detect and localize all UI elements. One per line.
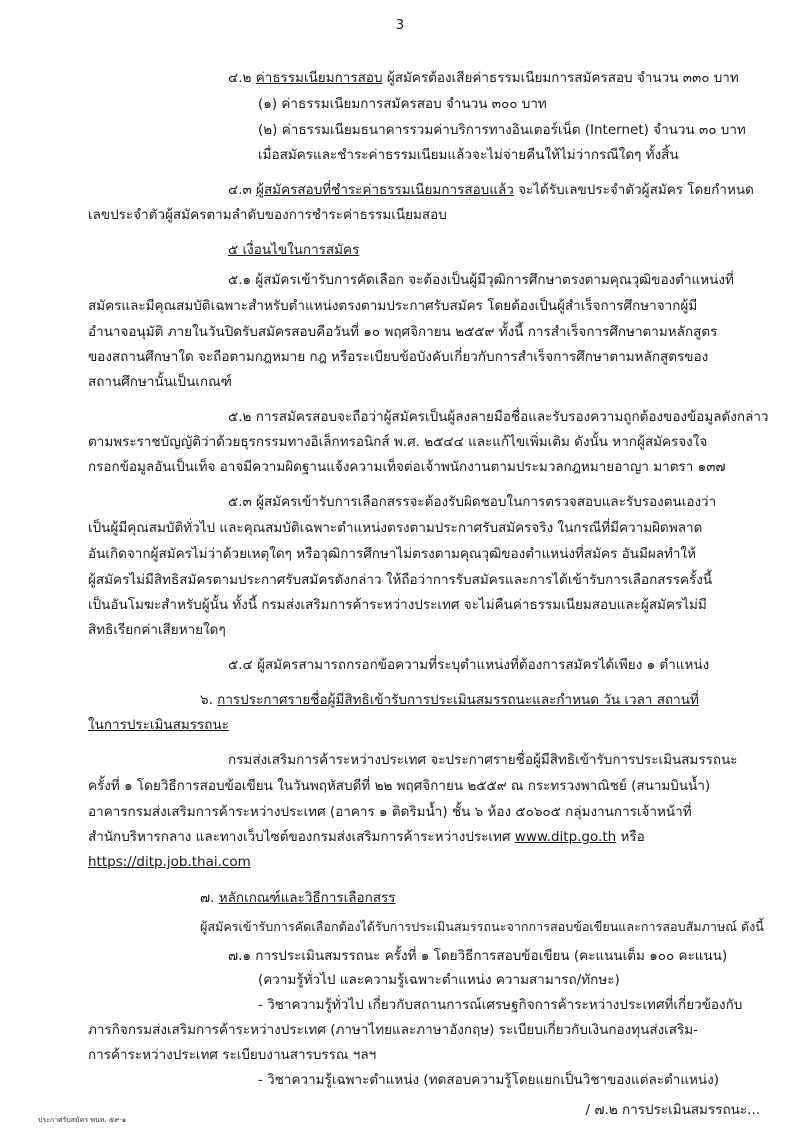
section-5-3-line-1: ๕.๓ ผู้สมัครเข้ารับการเลือกสรรจะต้องรับผิดชอบในการตรวจสอบและรับรองตนเองว่า	[228, 494, 717, 510]
section-6-heading-line-2: ในการประเมินสมรรถนะ	[88, 717, 229, 733]
section-6-line-2: ครั้งที่ ๑ โดยวิธีการสอบข้อเขียน ในวันพฤหัสบดีที่ ๒๒ พฤศจิกายน ๒๕๕๙ ณ กระทรวงพาณิชย์ (สนามบินน้ำ)	[88, 778, 711, 794]
section-7-intro: ผู้สมัครเข้ารับการคัดเลือกต้องได้รับการประเมินสมรรถนะจากการสอบข้อเขียนและการสอบสัมภาษณ์ ดังนี้	[200, 919, 764, 934]
section-4-3-line-2: เลขประจำตัวผู้สมัครตามลำดับของการชำระค่าธรรมเนียมสอบ	[88, 207, 447, 223]
section-5-1-line-2: สมัครและมีคุณสมบัติเฉพาะสำหรับตำแหน่งตรงตามประกาศรับสมัคร โดยต้องเป็นผู้สำเร็จการศึกษาจากผู้มี	[88, 298, 698, 314]
section-4-2-line-2: (๑) ค่าธรรมเนียมการสมัครสอบ จำนวน ๓๐๐ บาท	[258, 96, 547, 112]
section-6-line-5	[88, 852, 251, 872]
section-5-2-line-2: ตามพระราชบัญญัติว่าด้วยธุรกรรมทางอิเล็กทรอนิกส์ พ.ศ. ๒๕๔๔ และแก้ไขเพิ่มเติม ดังนั้น หากผู้สมัครจงใจ	[88, 434, 708, 450]
section-5-2-line-1: ๕.๒ การสมัครสอบจะถือว่าผู้สมัครเป็นผู้ลงลายมือชื่อและรับรองความถูกต้องของข้อมูลดังกล่าว	[228, 409, 769, 425]
footer-note: ประกาศรับสมัคร พนท. ๕๙-๑	[38, 1116, 127, 1124]
section-5-1-line-3: อำนาจอนุมัติ ภายในวันปิดรับสมัครสอบคือวันที่ ๑๐ พฤศจิกายน ๒๕๕๙ ทั้งนี้ การสำเร็จการศึกษาตามหลักสูตร	[88, 324, 718, 340]
section-7-1-line-6: - วิชาความรู้เฉพาะตำแหน่ง (ทดสอบความรู้โดยแยกเป็นวิชาของแต่ละตำแหน่ง)	[258, 1072, 720, 1088]
section-4-2-line-1: ๔.๒ ค่าธรรมเนียมการสอบ ผู้สมัครต้องเสียค่าธรรมเนียมการสมัครสอบ จำนวน ๓๓๐ บาท	[228, 70, 739, 86]
section-7-1-line-4: ภารกิจกรมส่งเสริมการค้าระหว่างประเทศ (ภาษาไทยและภาษาอังกฤษ) ระเบียบเกี่ยวกับเงินกองทุนส่งเสริม-	[88, 1022, 699, 1038]
continuation-note: / ๗.๒ การประเมินสมรรถนะ...	[585, 1102, 760, 1118]
ditp-website-link[interactable]: www.ditp.go.th	[514, 829, 617, 845]
section-5-1-line-5: สถานศึกษานั้นเป็นเกณฑ์	[88, 374, 232, 390]
section-5-2-line-3: กรอกข้อมูลอันเป็นเท็จ อาจมีความผิดฐานแจ้งความเท็จต่อเจ้าพนักงานตามประมวลกฎหมายอาญา มาตรา ๑๓๗	[88, 459, 726, 475]
section-4-3-line-1: ๔.๓ ผู้สมัครสอบที่ชำระค่าธรรมเนียมการสอบแล้ว จะได้รับเลขประจำตัวผู้สมัคร โดยกำหนด	[228, 182, 754, 198]
section-7-heading: ๗. หลักเกณฑ์และวิธีการเลือกสรร	[200, 890, 396, 906]
section-6-line-4: สำนักบริหารกลาง และทางเว็บไซต์ของกรมส่งเสริมการค้าระหว่างประเทศ www.ditp.go.th หรือ	[88, 829, 645, 845]
page-number: 3	[395, 18, 405, 33]
section-5-3-line-2: เป็นผู้มีคุณสมบัติทั่วไป และคุณสมบัติเฉพาะตำแหน่งตรงตามประกาศรับสมัครจริง ในกรณีที่มีความผิดพลาด	[88, 520, 703, 536]
section-5-heading: ๕ เงื่อนไขในการสมัคร	[228, 242, 360, 258]
section-5-1-line-1: ๕.๑ ผู้สมัครเข้ารับการคัดเลือก จะต้องเป็นผู้มีวุฒิการศึกษาตรงตามคุณวุฒิของตำแหน่งที่	[228, 272, 734, 288]
section-7-1-line-3: - วิชาความรู้ทั่วไป เกี่ยวกับสถานการณ์เศรษฐกิจการค้าระหว่างประเทศที่เกี่ยวข้องกับ	[258, 997, 743, 1013]
section-5-3-line-5: เป็นอันโมฆะสำหรับผู้นั้น ทั้งนี้ กรมส่งเสริมการค้าระหว่างประเทศ จะไม่คืนค่าธรรมเนียมสอบและผู้สมัครไม่มี	[88, 597, 707, 613]
ditp-job-link[interactable]: https://ditp.job.thai.com	[88, 854, 251, 870]
section-6-heading-line-1: ๖. การประกาศรายชื่อผู้มีสิทธิเข้ารับการประเมินสมรรถนะและกำหนด วัน เวลา สถานที่	[200, 692, 699, 708]
section-6-line-1: กรมส่งเสริมการค้าระหว่างประเทศ จะประกาศรายชื่อผู้มีสิทธิเข้ารับการประเมินสมรรถนะ	[228, 752, 738, 768]
section-5-3-line-6: สิทธิเรียกค่าเสียหายใดๆ	[88, 622, 226, 638]
section-7-1-line-5: การค้าระหว่างประเทศ ระเบียบงานสารบรรณ ฯลฯ	[88, 1047, 377, 1063]
section-4-2-line-3: (๒) ค่าธรรมเนียมธนาคารรวมค่าบริการทางอินเตอร์เน็ต (Internet) จำนวน ๓๐ บาท	[258, 122, 746, 138]
section-5-4: ๕.๔ ผู้สมัครสามารถกรอกข้อความที่ระบุตำแหน่งที่ต้องการสมัครได้เพียง ๑ ตำแหน่ง	[228, 657, 710, 673]
section-5-3-line-4: ผู้สมัครไม่มีสิทธิสมัครตามประกาศรับสมัครดังกล่าว ให้ถือว่าการรับสมัครและการได้เข้ารับการเลือกสรรครั้งนี้	[88, 572, 713, 588]
section-7-1-line-2: (ความรู้ทั่วไป และความรู้เฉพาะตำแหน่ง ความสามารถ/ทักษะ)	[258, 972, 620, 988]
section-5-1-line-4: ของสถานศึกษาใด จะถือตามกฎหมาย กฎ หรือระเบียบข้อบังคับเกี่ยวกับการสำเร็จการศึกษาตามหลักสูตรของ	[88, 349, 709, 365]
section-5-3-line-3: อันเกิดจากผู้สมัครไม่ว่าด้วยเหตุใดๆ หรือวุฒิการศึกษาไม่ตรงตามคุณวุฒิของตำแหน่งที่สมัคร อันมีผลทำให้	[88, 546, 697, 562]
section-6-line-3: อาคารกรมส่งเสริมการค้าระหว่างประเทศ (อาคาร ๑ ติดริมน้ำ) ชั้น ๖ ห้อง ๕๐๖๐๕ กลุ่มงานการเจ้าหน้าที่	[88, 804, 692, 820]
section-4-2-line-4: เมื่อสมัครและชำระค่าธรรมเนียมแล้วจะไม่จ่ายคืนให้ไม่ว่ากรณีใดๆ ทั้งสิ้น	[258, 147, 679, 163]
section-7-1-line-1: ๗.๑ การประเมินสมรรถนะ ครั้งที่ ๑ โดยวิธีการสอบข้อเขียน (คะแนนเต็ม ๑๐๐ คะแนน)	[228, 948, 728, 964]
